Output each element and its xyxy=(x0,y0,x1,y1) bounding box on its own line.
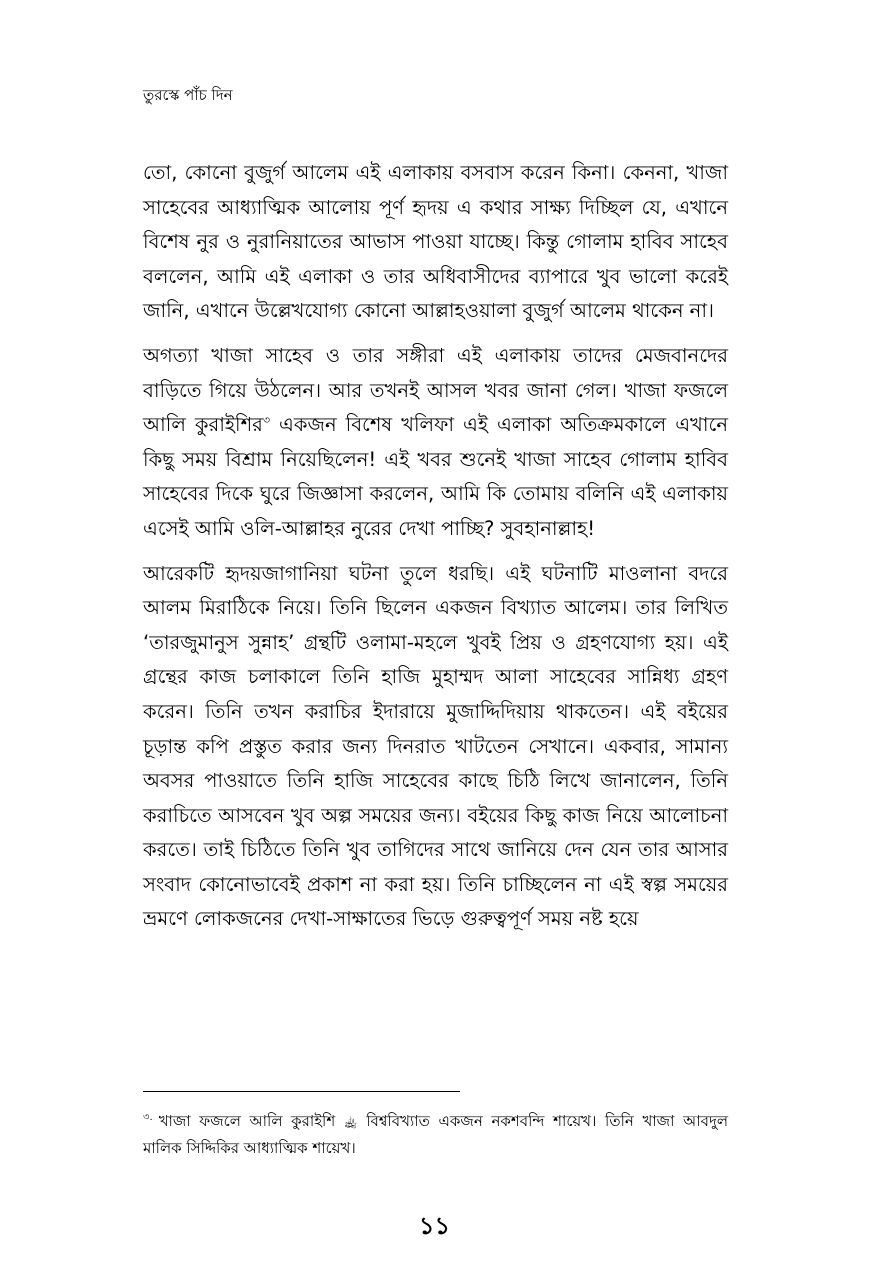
paragraph-2-text-after: একজন বিশেষ খলিফা এই এলাকা অতিক্রমকালে এখানে কিছু সময় বিশ্রাম নিয়েছিলেন! এই খবর শুনেই খাজা সাহেব গোলাম হাবিব সাহেবের দিকে ঘুরে জিজ্ঞাসা করলেন, আমি কি তোমায় বলিনি এই এলাকায় এসেই আমি ওলি-আল্লাহর নুরের দেখা পাচ্ছি? সুবহানাল্লাহ! xyxy=(143,413,728,540)
footnote-text: খাজা ফজলে আলি কুরাইশি ﵀ বিশ্ববিখ্যাত একজন নকশবন্দি শায়েখ। তিনি খাজা আবদুল মালিক সিদ্দিকির আধ্যাত্মিক শায়েখ। xyxy=(143,1112,728,1157)
paragraph-3: আরেকটি হৃদয়জাগানিয়া ঘটনা তুলে ধরছি। এই ঘটনাটি মাওলানা বদরে আলম মিরাঠিকে নিয়ে। তিনি ছিলেন একজন বিখ্যাত আলেম। তার লিখিত ‘তারজুমানুস সুন্নাহ’ গ্রন্থটি ওলামা-মহলে খুবই প্রিয় ও গ্রহণযোগ্য হয়। এই গ্রন্থের কাজ চলাকালে তিনি হাজি মুহাম্মদ আলা সাহেবের সান্নিধ্য গ্রহণ করেন। তিনি তখন করাচির ইদারায়ে মুজাদ্দিদিয়ায় থাকতেন। এই বইয়ের চূড়ান্ত কপি প্রস্তুত করার জন্য দিনরাত খাটতেন সেখানে। একবার, সামান্য অবসর পাওয়াতে তিনি হাজি সাহেবের কাছে চিঠি লিখে জানালেন, তিনি করাচিতে আসবেন খুব অল্প সময়ের জন্য। বইয়ের কিছু কাজ নিয়ে আলোচনা করতে। তাই চিঠিতে তিনি খুব তাগিদের সাথে জানিয়ে দেন যেন তার আসার সংবাদ কোনোভাবেই প্রকাশ না করা হয়। তিনি চাচ্ছিলেন না এই স্বল্প সময়ের ভ্রমণে লোকজনের দেখা-সাক্ষাতের ভিড়ে গুরুত্বপূর্ণ সময় নষ্ট হয়ে xyxy=(143,561,728,931)
running-header: তুরস্কে পাঁচ দিন xyxy=(143,86,233,104)
footnote xyxy=(143,1108,728,1162)
paragraph-1: তো, কোনো বুজুর্গ আলেম এই এলাকায় বসবাস করেন কিনা। কেননা, খাজা সাহেবের আধ্যাত্মিক আলোয় পূর্ণ হৃদয় এ কথার সাক্ষ্য দিচ্ছিল যে, এখানে বিশেষ নুর ও নুরানিয়াতের আভাস পাওয়া যাচ্ছে। কিন্তু গোলাম হাবিব সাহেব বললেন, আমি এই এলাকা ও তার অধিবাসীদের ব্যাপারে খুব ভালো করেই জানি, এখানে উল্লেখযোগ্য কোনো আল্লাহওয়ালা বুজুর্গ আলেম থাকেন না। xyxy=(143,161,728,323)
paragraph-2-text-before: অগত্যা খাজা সাহেব ও তার সঙ্গীরা এই এলাকায় তাদের মেজবানদের বাড়িতে গিয়ে উঠলেন। আর তখনই আসল খবর জানা গেল। খাজা ফজলে আলি কুরাইশির xyxy=(143,343,728,437)
footnote-divider xyxy=(143,1091,460,1092)
footnote-reference: ৩ xyxy=(262,413,271,427)
paragraph-2 xyxy=(143,339,728,547)
footnote-mark: ৩. xyxy=(143,1112,153,1123)
body-text xyxy=(143,156,728,947)
page-number: ১১ xyxy=(418,1212,451,1240)
